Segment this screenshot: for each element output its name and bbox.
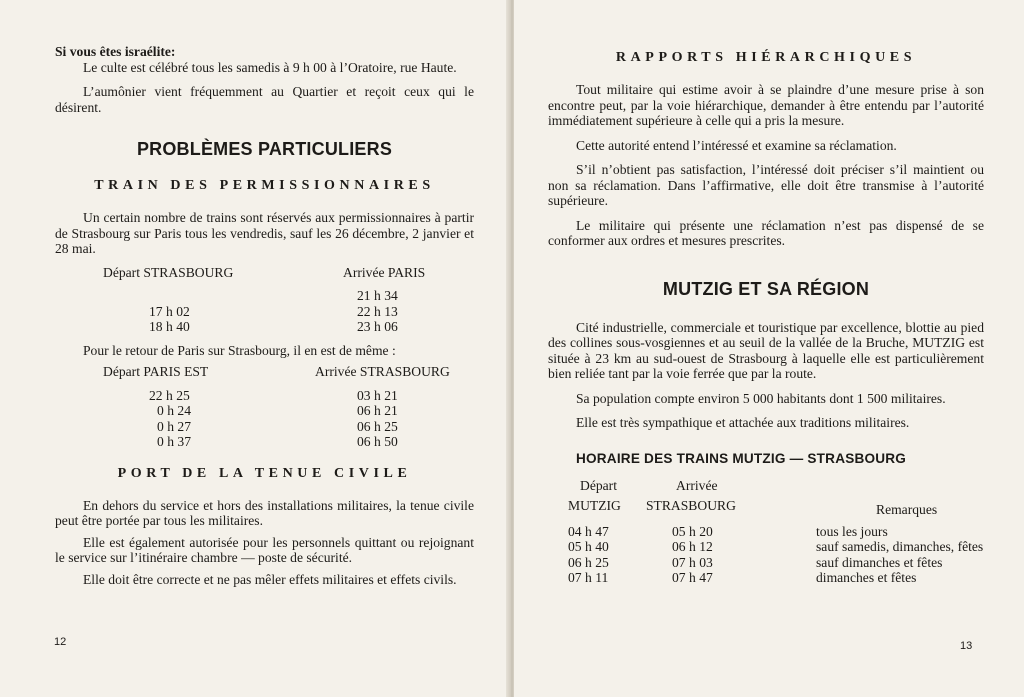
outbound-table (103, 265, 474, 335)
return-spacer (315, 380, 495, 388)
return-arrivee-time: 06 h 50 (357, 434, 398, 449)
return-arrivee-time: 03 h 21 (357, 387, 398, 403)
timetable-header-arrivee: Arrivée (676, 477, 718, 493)
return-header-depart: Départ PARIS EST (103, 364, 209, 379)
return-depart-time: 0 h 27 (157, 418, 191, 434)
timetable-row-depart: 07 h 11 (568, 570, 609, 585)
timetable-header-strasbourg: STRASBOURG (646, 498, 736, 513)
right-page (514, 0, 1024, 697)
return-table (103, 364, 474, 450)
left-page (0, 0, 510, 697)
return-arrivee-time: 06 h 21 (357, 403, 398, 418)
civil-paragraph-2: Elle est également autorisée pour les personnels quittant ou rejoignant le service sur l’itinéraire chambre — poste de sécurité. (55, 534, 474, 565)
outbound-arrivee-time: 21 h 34 (357, 288, 398, 303)
timetable-row-arrivee: 05 h 20 (672, 523, 713, 539)
timetable-row-remarque: tous les jours (816, 523, 888, 539)
timetable-row-remarque: sauf samedis, dimanches, fêtes (816, 539, 984, 554)
outbound-spacer (343, 280, 503, 288)
civil-paragraph-1: En dehors du service et hors des installations militaires, la tenue civile peut être portée par tous les militaires. (55, 497, 474, 528)
timetable-header-mutzig: MUTZIG (568, 498, 621, 513)
timetable-row-remarque: dimanches et fêtes (816, 570, 917, 585)
return-spacer (103, 380, 315, 388)
return-header-arrivee: Arrivée STRASBOURG (315, 364, 450, 379)
timetable-row-remarque: sauf dimanches et fêtes (816, 554, 943, 570)
timetable-row-depart: 04 h 47 (568, 523, 609, 539)
timetable-header-empty (816, 478, 1006, 494)
return-intro: Pour le retour de Paris sur Strasbourg, il en est de même : (83, 342, 396, 358)
intro-paragraph-1: Le culte est célébré tous les samedis à 9 h 00 à l’Oratoire, rue Haute. (83, 59, 457, 75)
timetable-row-arrivee: 07 h 47 (672, 570, 713, 585)
outbound-depart-time (103, 288, 343, 304)
timetable-header-remarques: Remarques (876, 502, 938, 517)
return-depart-time: 0 h 37 (157, 434, 191, 449)
outbound-header-depart: Départ STRASBOURG (103, 264, 234, 280)
return-depart-time: 0 h 24 (157, 403, 191, 418)
timetable-row-arrivee: 07 h 03 (672, 554, 713, 570)
region-section-title: MUTZIG ET SA RÉGION (662, 278, 870, 299)
hier-paragraph-3: S’il n’obtient pas satisfaction, l’intéressé doit préciser s’il maintient ou non sa réclamation. Dans l’affirmative, elle doit être transmise à l’autorité supérieure. (548, 162, 984, 208)
region-paragraph-1: Cité industrielle, commerciale et touristique par excellence, blottie au pied des collines sous-vosgiennes et au seuil de la vallée de la Bruche, MUTZIG est située à 23 km au sud-ouest de Strasbourg à laquelle elle est particulièrement bien reliée tant par la voie ferrée que par la route. (548, 319, 984, 381)
hier-section-title: RAPPORTS HIÉRARCHIQUES (615, 50, 917, 65)
page-number-right: 13 (960, 640, 973, 652)
timetable-title: HORAIRE DES TRAINS MUTZIG — STRASBOURG (576, 450, 907, 466)
outbound-depart-time: 18 h 40 (149, 319, 190, 334)
return-depart-time: 22 h 25 (149, 387, 190, 403)
hier-paragraph-2: Cette autorité entend l’intéressé et examine sa réclamation. (576, 137, 897, 153)
train-section-title: TRAIN DES PERMISSIONNAIRES (94, 178, 435, 193)
return-arrivee-time: 06 h 25 (357, 418, 398, 434)
region-paragraph-2: Sa population compte environ 5 000 habitants dont 1 500 militaires. (576, 390, 946, 406)
section-title-problemes: PROBLÈMES PARTICULIERS (136, 139, 393, 159)
timetable-table (568, 478, 984, 586)
timetable-row-depart: 05 h 40 (568, 539, 609, 554)
intro-paragraph-2: L’aumônier vient fréquemment au Quartier et reçoit ceux qui le désirent. (55, 84, 474, 115)
hier-paragraph-4: Le militaire qui présente une réclamation n’est pas dispensé de se conformer aux ordres et mesures prescrites. (548, 217, 984, 248)
hier-paragraph-1: Tout militaire qui estime avoir à se plaindre d’une mesure prise à son encontre peut, par la voie hiérarchique, demander à être entendu par l’autorité immédiatement supérieure à celle qui a pris la mesure. (548, 82, 984, 128)
timetable-row-arrivee: 06 h 12 (672, 539, 713, 554)
civil-section-title: PORT DE LA TENUE CIVILE (117, 465, 412, 481)
timetable-row-depart: 06 h 25 (568, 554, 609, 570)
region-paragraph-3: Elle est très sympathique et attachée aux traditions militaires. (576, 415, 910, 430)
outbound-arrivee-time: 22 h 13 (357, 303, 398, 319)
outbound-arrivee-time: 23 h 06 (357, 319, 398, 334)
outbound-spacer (103, 280, 343, 288)
outbound-header-arrivee: Arrivée PARIS (343, 264, 426, 280)
intro-heading: Si vous êtes israélite: (55, 44, 176, 59)
outbound-depart-time: 17 h 02 (149, 303, 190, 319)
page-number-left: 12 (54, 636, 67, 648)
timetable-header-depart: Départ (580, 477, 617, 493)
civil-paragraph-3: Elle doit être correcte et ne pas mêler effets militaires et effets civils. (83, 571, 457, 587)
train-paragraph: Un certain nombre de trains sont réservés aux permissionnaires à partir de Strasbourg sur Paris tous les vendredis, sauf les 26 décembre, 2 janvier et 28 mai. (55, 210, 474, 256)
